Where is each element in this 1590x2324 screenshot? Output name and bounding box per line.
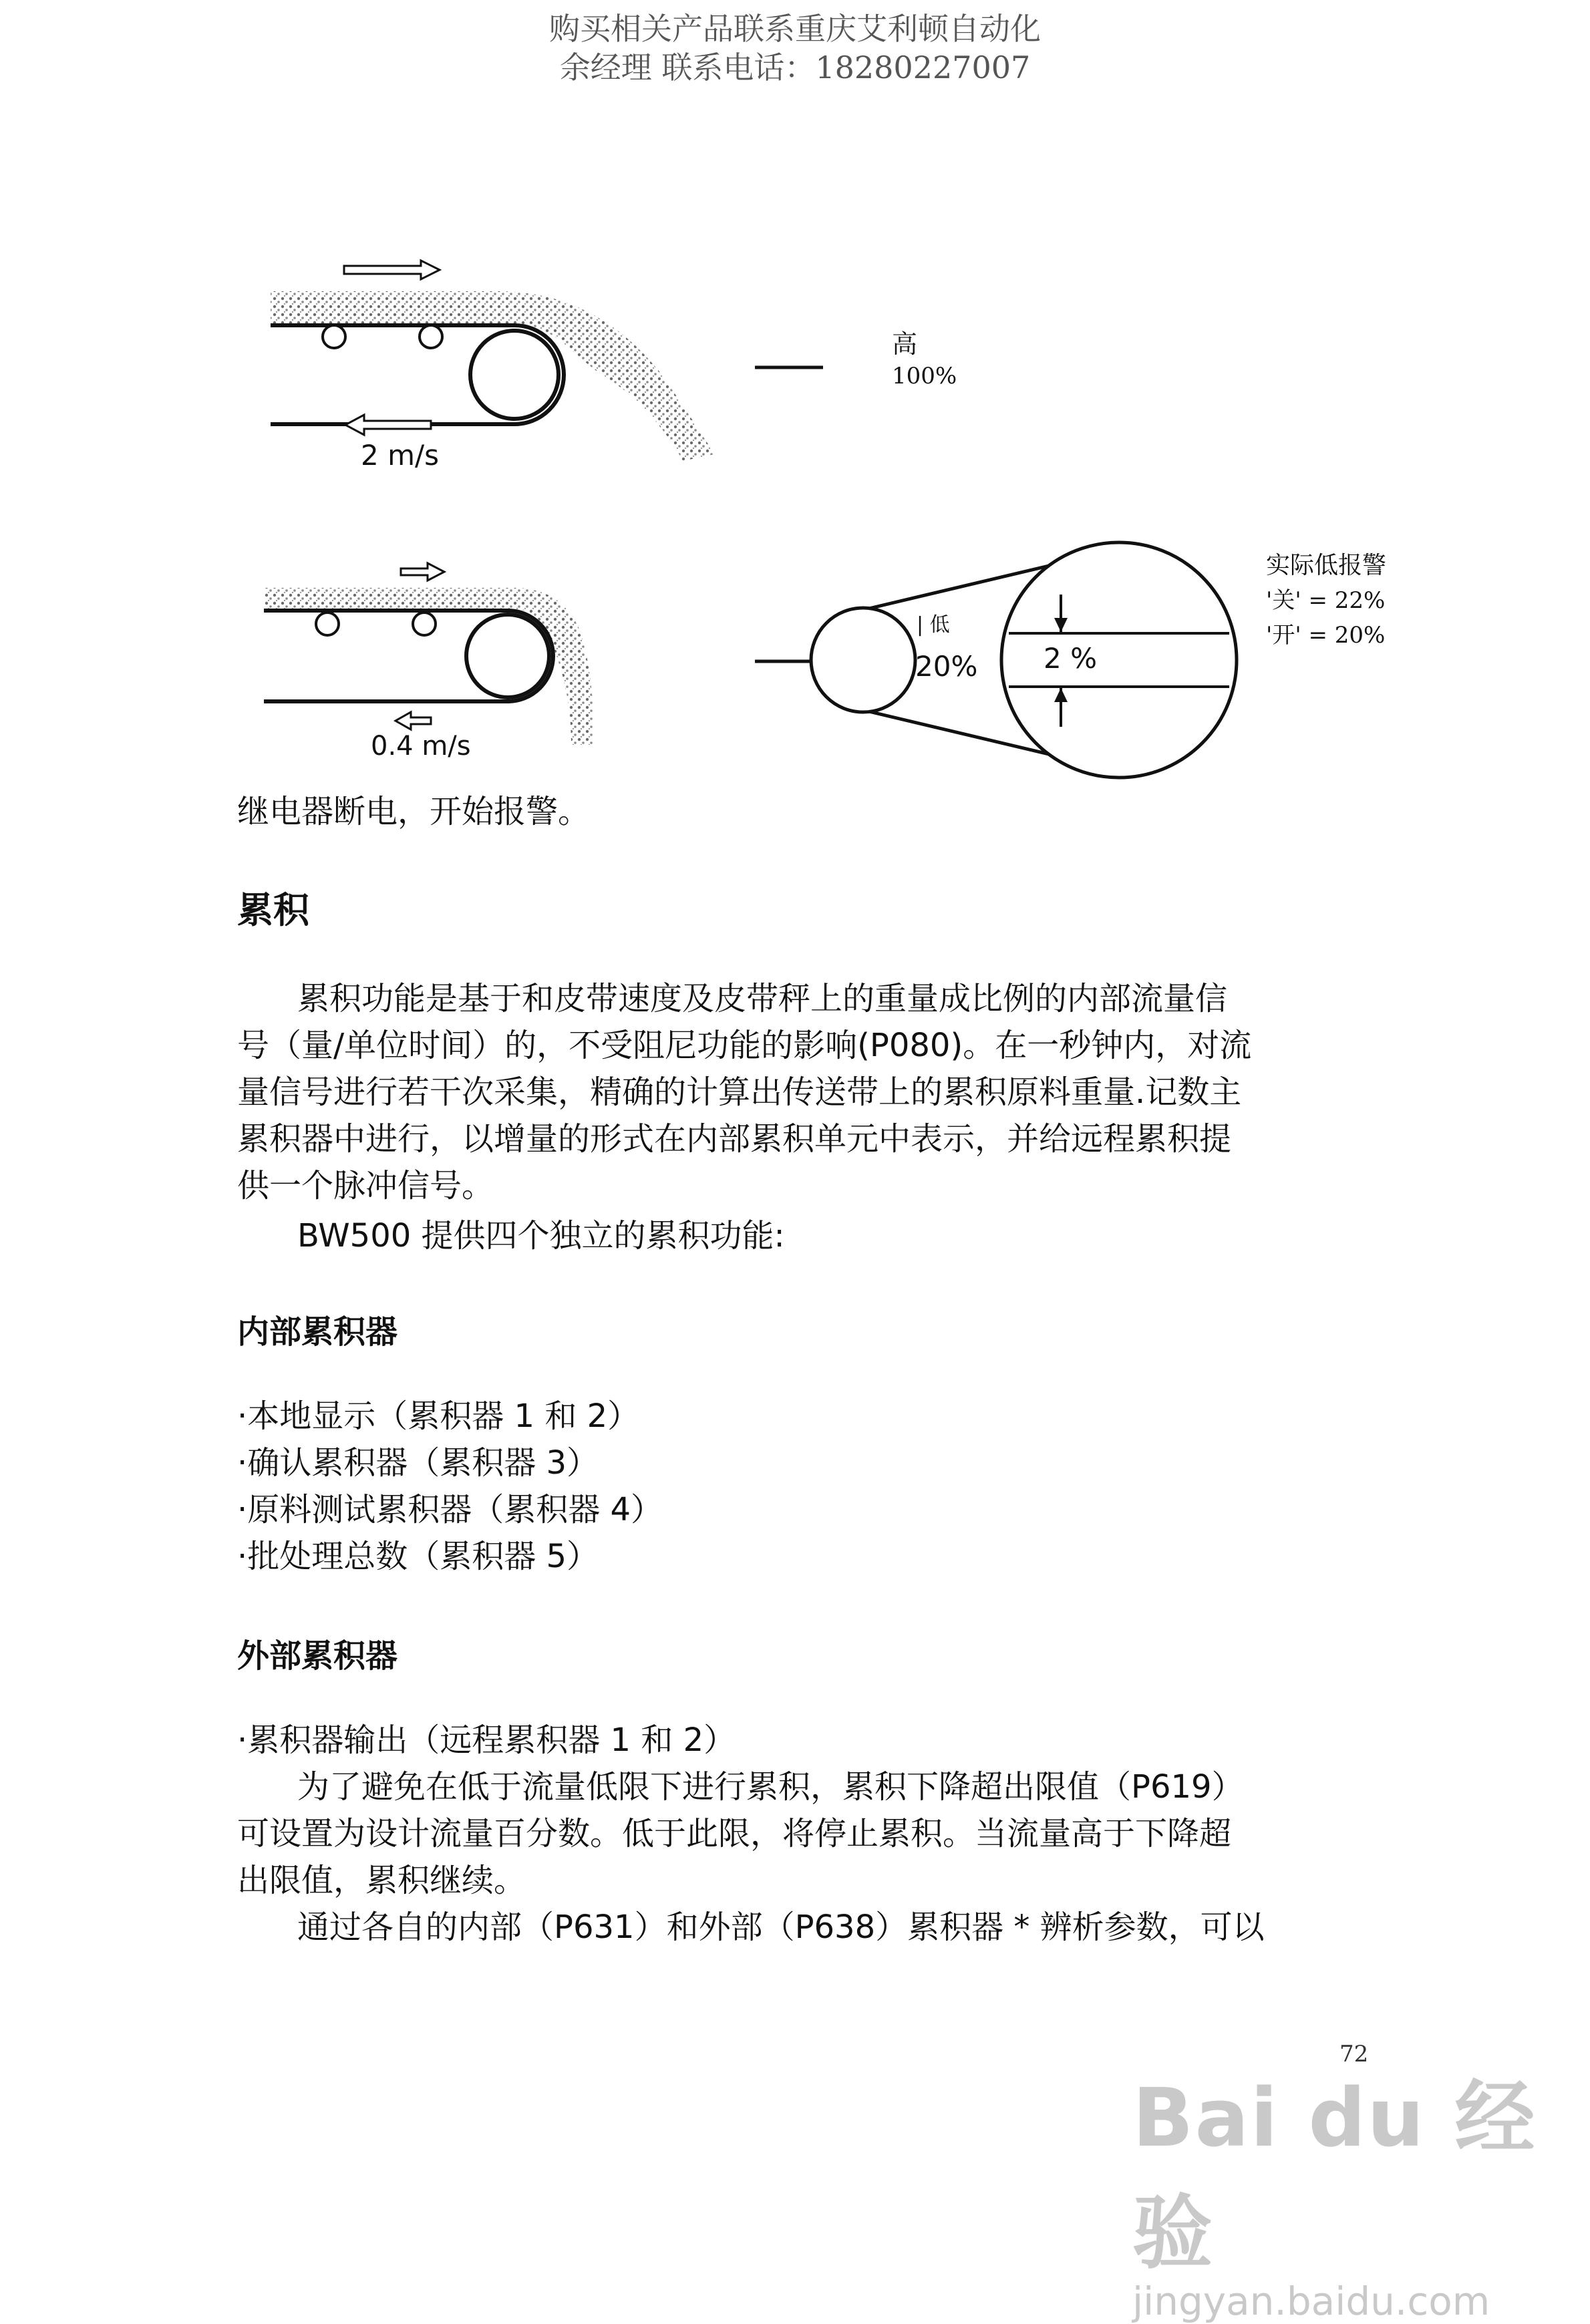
top-conveyor: [271, 261, 715, 472]
bottom-speed-label: 0.4 m/s: [371, 731, 471, 762]
paragraph-1-line: 累积功能是基于和皮带速度及皮带秤上的重量成比例的内部流量信: [297, 980, 1228, 1017]
header-line-1: 购买相关产品联系重庆艾利顿自动化: [549, 11, 1041, 47]
idler-roller-icon: [323, 325, 345, 348]
bottom-conveyor: [264, 563, 593, 762]
watermark-url: jingyan.baidu.com: [1132, 2279, 1490, 2324]
internal-accumulators-list: [237, 1393, 1373, 1580]
paragraph-4: 通过各自的内部（P631）和外部（P638）累积器 * 辨析参数，可以: [297, 1908, 1265, 1946]
section-title: 累积: [237, 889, 309, 931]
alarm-title: 实际低报警: [1266, 552, 1387, 579]
paragraph-3-line: 出限值，累积继续。: [237, 1862, 526, 1899]
list-item: ·原料测试累积器（累积器 4）: [237, 1491, 663, 1528]
header-line-2: 余经理 联系电话：18280227007: [559, 49, 1031, 86]
direction-arrow-right-icon: [401, 563, 444, 580]
list-item: ·批处理总数（累积器 5）: [237, 1538, 599, 1575]
external-accumulator-item: ·累积器输出（远程累积器 1 和 2）: [237, 1721, 736, 1759]
top-speed-label: 2 m/s: [361, 439, 440, 472]
large-circle: [1001, 542, 1237, 778]
paragraph-3-line: 可设置为设计流量百分数。低于此限，将停止累积。当流量高于下降超: [237, 1815, 1232, 1852]
idler-roller-icon: [420, 325, 442, 348]
paragraph-1-line: 量信号进行若干次采集，精确的计算出传送带上的累积原料重量.记数主: [237, 1073, 1242, 1111]
head-pulley-top: [470, 331, 559, 419]
page-number: 72: [1339, 2041, 1369, 2067]
head-pulley-bottom: [466, 615, 549, 697]
low-label: | 低: [917, 613, 950, 637]
low-value: 20%: [915, 650, 978, 683]
high-label: 高: [892, 329, 918, 359]
paragraph-1-line: 号（量/单位时间）的，不受阻尼功能的影响(P080)。在一秒钟内，对流: [237, 1027, 1252, 1064]
paragraph-2: BW500 提供四个独立的累积功能:: [297, 1217, 785, 1255]
paragraph-3: [237, 1764, 1373, 1904]
high-value: 100%: [892, 363, 957, 389]
idler-roller-icon: [413, 613, 436, 635]
internal-accumulators-title: 内部累积器: [237, 1313, 398, 1351]
baidu-watermark: [1132, 2054, 1590, 2324]
direction-arrow-left-icon: [395, 712, 431, 729]
paragraph-3-line: 为了避免在低于流量低限下进行累积，累积下降超出限值（P619）: [297, 1768, 1244, 1806]
paragraph-1-line: 供一个脉冲信号。: [237, 1167, 494, 1204]
idler-roller-icon: [316, 613, 339, 635]
paragraph-1-line: 累积器中进行，以增量的形式在内部累积单元中表示，并给远程累积提: [237, 1120, 1232, 1158]
external-accumulators-title: 外部累积器: [237, 1637, 398, 1675]
belt-speed-diagram: [0, 0, 1590, 802]
alarm-on: '开' = 20%: [1266, 622, 1386, 649]
relay-line: 继电器断电，开始报警。: [237, 793, 591, 830]
small-circle: [811, 608, 915, 712]
watermark-brand: Bai du 经验: [1132, 2072, 1537, 2280]
alarm-off: '关' = 22%: [1266, 587, 1386, 614]
list-item: ·确认累积器（累积器 3）: [237, 1444, 599, 1482]
direction-arrow-left-icon: [345, 415, 431, 435]
hysteresis-value: 2 %: [1044, 642, 1097, 675]
paragraph-1: [237, 975, 1373, 1209]
alarm-hysteresis-diagram: [755, 542, 1237, 778]
list-item: ·本地显示（累积器 1 和 2）: [237, 1397, 640, 1435]
direction-arrow-right-icon: [344, 261, 440, 279]
